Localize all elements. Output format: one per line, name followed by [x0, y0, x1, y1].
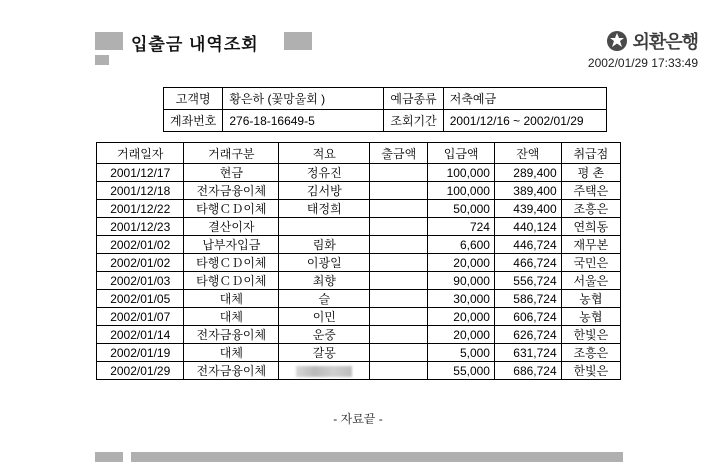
cell-deposit: 6,600: [428, 236, 495, 254]
cell-deposit: 90,000: [428, 272, 495, 290]
column-header-withdrawal: 출금액: [370, 143, 428, 164]
table-row: [97, 272, 621, 290]
cell-deposit: 55,000: [428, 362, 495, 380]
cell-date: 2002/01/14: [97, 326, 184, 344]
cell-date: 2001/12/23: [97, 218, 184, 236]
table-row: [97, 200, 621, 218]
cell-branch: 국민은: [561, 254, 620, 272]
cell-withdrawal: [370, 344, 428, 362]
end-of-data-note: - 자료끝 -: [333, 412, 383, 426]
cell-branch: 평 촌: [561, 164, 620, 182]
cell-type: 대체: [184, 308, 279, 326]
cell-desc-redacted: [279, 362, 370, 380]
cell-desc: [279, 218, 370, 236]
cell-type: 타행ＣＤ이체: [184, 272, 279, 290]
cell-desc: 이광일: [279, 254, 370, 272]
cell-withdrawal: [370, 308, 428, 326]
cell-date: 2002/01/29: [97, 362, 184, 380]
timestamp: 2002/01/29 17:33:49: [587, 56, 698, 70]
cell-deposit: 20,000: [428, 254, 495, 272]
cell-withdrawal: [370, 218, 428, 236]
cell-desc: 최향: [279, 272, 370, 290]
cell-withdrawal: [370, 362, 428, 380]
cell-withdrawal: [370, 254, 428, 272]
cell-balance: 289,400: [494, 164, 561, 182]
table-row: [97, 308, 621, 326]
info-row-customer: [164, 88, 607, 110]
table-row: [97, 344, 621, 362]
column-header-deposit: 입금액: [428, 143, 495, 164]
cell-type: 전자금융이체: [184, 182, 279, 200]
bank-logo: [606, 28, 698, 54]
column-header-balance: 잔액: [494, 143, 561, 164]
cell-branch: 주택은: [561, 182, 620, 200]
period-label: 조회기간: [384, 110, 443, 132]
cell-branch: 한빛은: [561, 362, 620, 380]
cell-withdrawal: [370, 182, 428, 200]
cell-withdrawal: [370, 272, 428, 290]
cell-deposit: 100,000: [428, 164, 495, 182]
decorative-bottom-bar: [131, 452, 623, 462]
redaction-blur: [296, 366, 352, 377]
table-row: [97, 362, 621, 380]
cell-deposit: 30,000: [428, 290, 495, 308]
page-title: 입출금 내역조회: [131, 35, 259, 54]
deposit-type-label: 예금종류: [384, 88, 443, 110]
cell-deposit: 50,000: [428, 200, 495, 218]
cell-date: 2002/01/02: [97, 236, 184, 254]
cell-type: 대체: [184, 290, 279, 308]
cell-balance: 626,724: [494, 326, 561, 344]
cell-date: 2001/12/18: [97, 182, 184, 200]
cell-desc: 김서방: [279, 182, 370, 200]
decorative-block-bottom-left: [95, 452, 123, 462]
decorative-block-top-left: [95, 32, 123, 50]
cell-withdrawal: [370, 326, 428, 344]
cell-branch: 조흥은: [561, 344, 620, 362]
info-row-account: [164, 110, 607, 132]
cell-branch: 농협: [561, 290, 620, 308]
cell-balance: 686,724: [494, 362, 561, 380]
cell-deposit: 5,000: [428, 344, 495, 362]
cell-branch: 한빛은: [561, 326, 620, 344]
customer-value: 황은하 (꽃망울회 ): [223, 88, 384, 110]
cell-date: 2002/01/07: [97, 308, 184, 326]
customer-label: 고객명: [164, 88, 223, 110]
cell-desc: 이민: [279, 308, 370, 326]
cell-type: 현금: [184, 164, 279, 182]
cell-balance: 446,724: [494, 236, 561, 254]
bank-emblem-icon: [606, 30, 628, 52]
cell-branch: 연희동: [561, 218, 620, 236]
table-row: [97, 218, 621, 236]
cell-desc: 태정희: [279, 200, 370, 218]
cell-type: 결산이자: [184, 218, 279, 236]
cell-balance: 631,724: [494, 344, 561, 362]
cell-deposit: 20,000: [428, 326, 495, 344]
table-body: [97, 164, 621, 380]
bank-name: 외환은행: [632, 32, 698, 52]
cell-desc: 정유진: [279, 164, 370, 182]
deposit-type-value: 저축예금: [443, 88, 606, 110]
table-header: [97, 143, 621, 164]
cell-branch: 조흥은: [561, 200, 620, 218]
cell-deposit: 20,000: [428, 308, 495, 326]
cell-balance: 466,724: [494, 254, 561, 272]
table-row: [97, 254, 621, 272]
cell-type: 전자금융이체: [184, 362, 279, 380]
cell-type: 타행ＣＤ이체: [184, 200, 279, 218]
cell-balance: 556,724: [494, 272, 561, 290]
decorative-block-mid-left: [95, 55, 109, 65]
cell-date: 2002/01/02: [97, 254, 184, 272]
cell-date: 2001/12/22: [97, 200, 184, 218]
cell-balance: 586,724: [494, 290, 561, 308]
cell-date: 2002/01/05: [97, 290, 184, 308]
transaction-table: [96, 142, 621, 380]
table-row: [97, 326, 621, 344]
cell-balance: 606,724: [494, 308, 561, 326]
table-row: [97, 164, 621, 182]
cell-branch: 농협: [561, 308, 620, 326]
account-label: 계좌번호: [164, 110, 223, 132]
table-row: [97, 182, 621, 200]
table-row: [97, 236, 621, 254]
cell-type: 전자금융이체: [184, 326, 279, 344]
decorative-block-top-right: [284, 32, 312, 50]
cell-withdrawal: [370, 200, 428, 218]
cell-desc: 갈몽: [279, 344, 370, 362]
period-value: 2001/12/16 ~ 2002/01/29: [443, 110, 606, 132]
account-info-table: [163, 87, 607, 132]
column-header-desc: 적요: [279, 143, 370, 164]
cell-type: 타행ＣＤ이체: [184, 254, 279, 272]
cell-date: 2002/01/03: [97, 272, 184, 290]
cell-type: 납부자입금: [184, 236, 279, 254]
column-header-branch: 취급점: [561, 143, 620, 164]
table-row: [97, 290, 621, 308]
cell-withdrawal: [370, 236, 428, 254]
cell-date: 2002/01/19: [97, 344, 184, 362]
cell-type: 대체: [184, 344, 279, 362]
cell-withdrawal: [370, 290, 428, 308]
cell-deposit: 724: [428, 218, 495, 236]
cell-deposit: 100,000: [428, 182, 495, 200]
column-header-type: 거래구분: [184, 143, 279, 164]
cell-balance: 440,124: [494, 218, 561, 236]
cell-balance: 389,400: [494, 182, 561, 200]
cell-balance: 439,400: [494, 200, 561, 218]
table-header-row: [97, 143, 621, 164]
cell-date: 2001/12/17: [97, 164, 184, 182]
cell-desc: 운중: [279, 326, 370, 344]
cell-desc: 슬: [279, 290, 370, 308]
cell-branch: 재무본: [561, 236, 620, 254]
column-header-date: 거래일자: [97, 143, 184, 164]
cell-desc: 림화: [279, 236, 370, 254]
cell-withdrawal: [370, 164, 428, 182]
cell-branch: 서울은: [561, 272, 620, 290]
account-value: 276-18-16649-5: [223, 110, 384, 132]
